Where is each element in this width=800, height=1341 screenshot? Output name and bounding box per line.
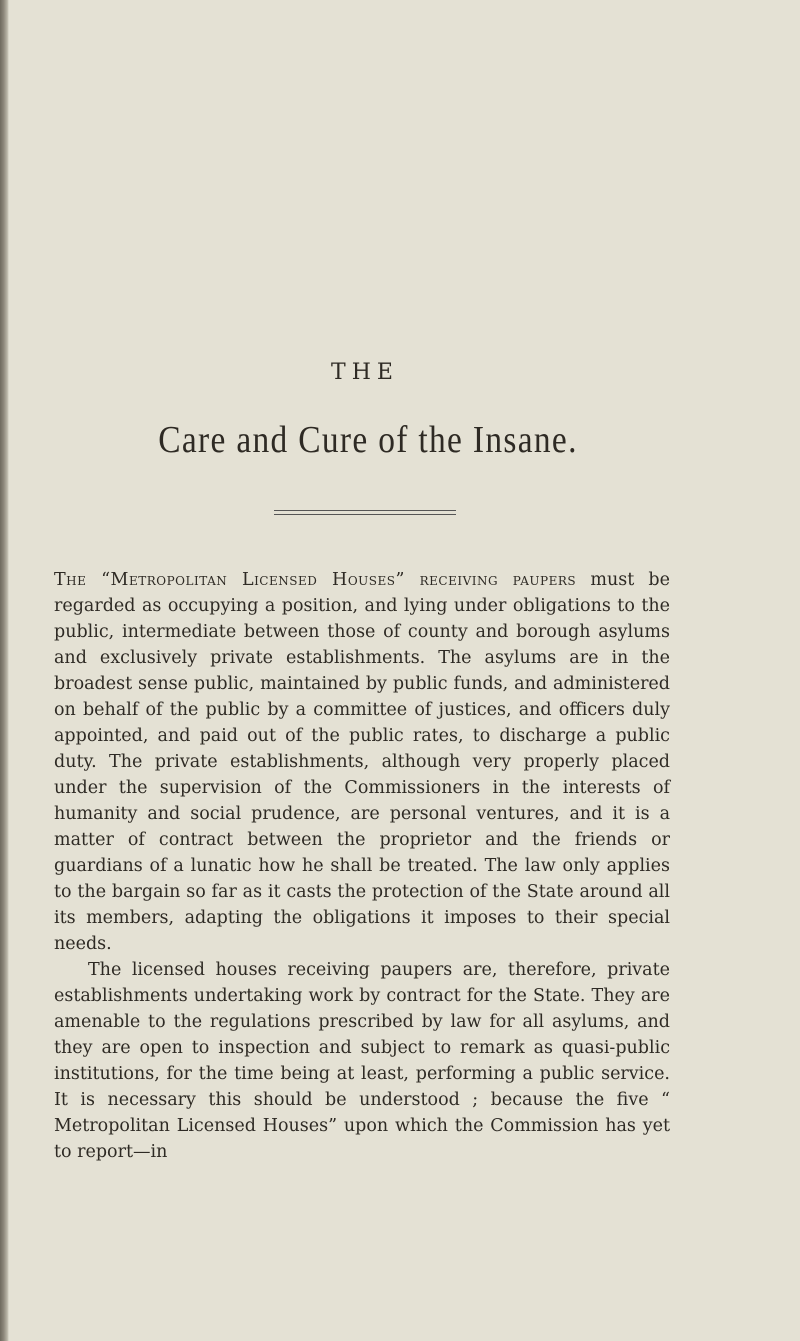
body-text xyxy=(54,567,670,1165)
book-spine-edge xyxy=(0,0,9,1341)
pre-title: THE xyxy=(331,360,399,385)
page-title: Care and Cure of the Insane. xyxy=(158,419,578,461)
paragraph-1-lead: The “Metropolitan Licensed Houses” receiving paupers xyxy=(54,570,577,590)
paragraph-2: The licensed houses receiving paupers are, therefore, private establishments undertaking work by contract for the State. They are amenable to the regulations prescribed by law for all asylums, and they are open to inspection and subject to remark as quasi-public institutions, for the time being at least, performing a public service. It is necessary this should be understood ; because the five “ Metropolitan Licensed Houses” upon which the Commission has yet to report—in xyxy=(54,960,670,1162)
paragraph-1 xyxy=(54,567,670,957)
paragraph-1-text: must be regarded as occupying a position, and lying under obligations to the public, intermediate between those of county and borough asylums and exclusively private establishments. The asylums are in the broadest sense public, maintained by public funds, and administered on behalf of the public by a committee of justices, and officers duly appointed, and paid out of the public rates, to discharge a public duty. The private establishments, although very properly placed under the supervision of the Commissioners in the interests of humanity and social prudence, are personal ventures, and it is a matter of contract between the proprietor and the friends or guardians of a lunatic how he shall be treated. The law only applies to the bargain so far as it casts the protection of the State around all its members, adapting the obligations it imposes to their special needs. xyxy=(54,570,670,954)
title-divider xyxy=(274,510,456,515)
